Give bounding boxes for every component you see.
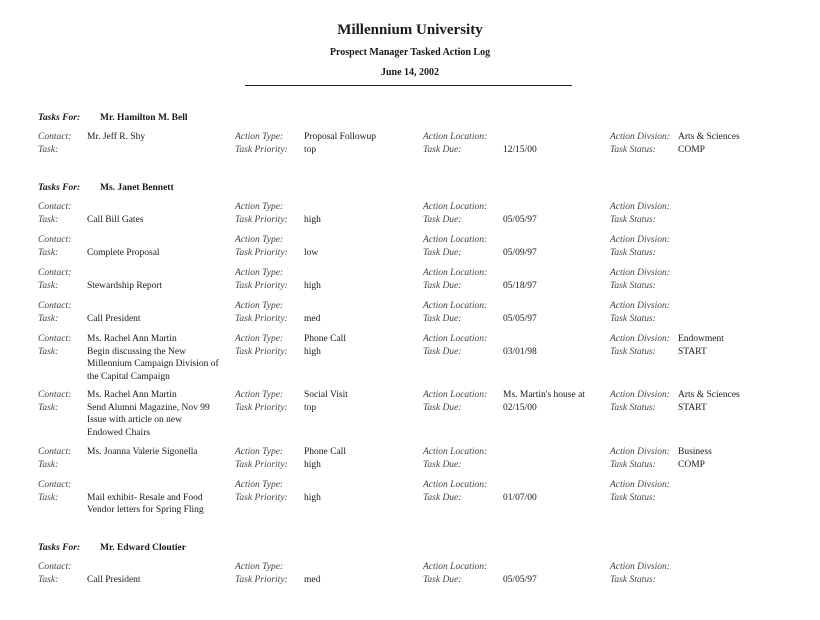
action-type-value: Proposal Followup <box>304 132 377 142</box>
task-due-value: 01/07/00 <box>503 492 537 503</box>
task-label: Task: <box>38 144 59 155</box>
action-location-label: Action Location: <box>423 562 488 572</box>
action-type-label: Action Type: <box>235 480 284 490</box>
task-priority-label: Task Priority: <box>235 144 288 155</box>
task-status-label: Task Status: <box>610 144 656 155</box>
task-priority-value: top <box>304 402 317 413</box>
task-due-label: Task Due: <box>423 459 462 470</box>
task-due-label: Task Due: <box>423 247 462 258</box>
task-priority-label: Task Priority: <box>235 214 288 225</box>
action-type-label: Action Type: <box>235 132 284 142</box>
action-division-value: Business <box>678 447 712 457</box>
task-priority-label: Task Priority: <box>235 346 288 357</box>
action-division-label: Action Divsion: <box>610 202 670 212</box>
task-status-label: Task Status: <box>610 313 656 324</box>
action-division-label: Action Divsion: <box>610 390 670 400</box>
task-status-label: Task Status: <box>610 214 656 225</box>
task-status-label: Task Status: <box>610 574 656 585</box>
task-label: Task: <box>38 574 59 585</box>
action-type-label: Action Type: <box>235 202 284 212</box>
contact-value: Ms. Rachel Ann Martin <box>87 390 177 400</box>
action-type-label: Action Type: <box>235 235 284 245</box>
contact-label: Contact: <box>38 235 72 245</box>
contact-label: Contact: <box>38 132 72 142</box>
prospect-manager-name: Mr. Hamilton M. Bell <box>100 113 188 123</box>
task-value: Mail exhibit- Resale and Food Vendor letters for Spring Fling <box>87 492 204 515</box>
contact-label: Contact: <box>38 202 72 212</box>
task-status-value: COMP <box>678 459 705 470</box>
task-status-label: Task Status: <box>610 492 656 503</box>
action-division-label: Action Divsion: <box>610 562 670 572</box>
report-date: June 14, 2002 <box>380 67 440 78</box>
task-priority-value: high <box>304 459 321 470</box>
task-due-label: Task Due: <box>423 346 462 357</box>
task-due-label: Task Due: <box>423 492 462 503</box>
action-division-label: Action Divsion: <box>610 447 670 457</box>
action-location-label: Action Location: <box>423 447 488 457</box>
action-location-label: Action Location: <box>423 202 488 212</box>
task-label: Task: <box>38 492 59 503</box>
action-location-label: Action Location: <box>423 480 488 490</box>
action-division-value: Arts & Sciences <box>678 390 740 400</box>
prospect-manager-name: Ms. Janet Bennett <box>100 183 174 193</box>
action-type-label: Action Type: <box>235 390 284 400</box>
contact-label: Contact: <box>38 562 72 572</box>
task-status-label: Task Status: <box>610 247 656 258</box>
task-value: Call President <box>87 313 141 324</box>
task-priority-label: Task Priority: <box>235 280 288 291</box>
task-label: Task: <box>38 313 59 324</box>
task-label: Task: <box>38 402 59 413</box>
task-value: Call Bill Gates <box>87 214 144 225</box>
task-due-label: Task Due: <box>423 402 462 413</box>
action-division-label: Action Divsion: <box>610 301 670 311</box>
task-value: Call President <box>87 574 141 585</box>
contact-label: Contact: <box>38 301 72 311</box>
task-priority-label: Task Priority: <box>235 402 288 413</box>
task-due-label: Task Due: <box>423 313 462 324</box>
action-location-value: Ms. Martin's house at <box>503 390 585 400</box>
task-status-label: Task Status: <box>610 280 656 291</box>
action-location-label: Action Location: <box>423 235 488 245</box>
task-due-label: Task Due: <box>423 280 462 291</box>
task-due-value: 03/01/98 <box>503 346 537 357</box>
action-type-value: Phone Call <box>304 447 346 457</box>
contact-label: Contact: <box>38 390 72 400</box>
task-priority-value: high <box>304 280 321 291</box>
prospect-manager-name: Mr. Edward Cloutier <box>100 543 186 553</box>
report-title: Millennium University <box>337 22 483 38</box>
action-type-label: Action Type: <box>235 562 284 572</box>
task-priority-value: high <box>304 492 321 503</box>
tasks-for-label: Tasks For: <box>38 183 81 193</box>
action-type-label: Action Type: <box>235 334 284 344</box>
task-value: Begin discussing the New Millennium Campaign Division of the Capital Campaign <box>87 346 219 382</box>
task-priority-label: Task Priority: <box>235 492 288 503</box>
action-division-label: Action Divsion: <box>610 334 670 344</box>
task-label: Task: <box>38 280 59 291</box>
task-status-value: START <box>678 346 707 357</box>
task-priority-label: Task Priority: <box>235 313 288 324</box>
task-label: Task: <box>38 214 59 225</box>
task-priority-label: Task Priority: <box>235 247 288 258</box>
action-division-label: Action Divsion: <box>610 480 670 490</box>
action-division-label: Action Divsion: <box>610 235 670 245</box>
task-due-value: 05/05/97 <box>503 574 537 585</box>
tasks-for-label: Tasks For: <box>38 113 81 123</box>
task-due-label: Task Due: <box>423 574 462 585</box>
task-due-value: 02/15/00 <box>503 402 537 413</box>
action-location-label: Action Location: <box>423 301 488 311</box>
task-priority-label: Task Priority: <box>235 574 288 585</box>
action-location-label: Action Location: <box>423 334 488 344</box>
contact-value: Ms. Rachel Ann Martin <box>87 334 177 344</box>
task-label: Task: <box>38 247 59 258</box>
task-value: Stewardship Report <box>87 280 163 291</box>
task-status-label: Task Status: <box>610 346 656 357</box>
task-due-value: 05/05/97 <box>503 313 537 324</box>
action-type-label: Action Type: <box>235 301 284 311</box>
task-priority-value: high <box>304 214 321 225</box>
task-due-value: 05/05/97 <box>503 214 537 225</box>
task-priority-value: low <box>304 247 319 258</box>
action-location-label: Action Location: <box>423 268 488 278</box>
task-value: Complete Proposal <box>87 247 160 258</box>
task-priority-value: top <box>304 144 317 155</box>
task-label: Task: <box>38 459 59 470</box>
action-type-value: Social Visit <box>304 390 348 400</box>
tasks-for-label: Tasks For: <box>38 543 81 553</box>
action-type-value: Phone Call <box>304 334 346 344</box>
contact-label: Contact: <box>38 447 72 457</box>
contact-label: Contact: <box>38 334 72 344</box>
task-priority-value: med <box>304 574 321 585</box>
action-division-value: Arts & Sciences <box>678 132 740 142</box>
task-priority-label: Task Priority: <box>235 459 288 470</box>
task-label: Task: <box>38 346 59 357</box>
report-subtitle: Prospect Manager Tasked Action Log <box>329 47 491 58</box>
task-due-value: 05/09/97 <box>503 247 537 258</box>
task-status-label: Task Status: <box>610 402 656 413</box>
action-division-label: Action Divsion: <box>610 268 670 278</box>
action-type-label: Action Type: <box>235 268 284 278</box>
task-value: Send Alumni Magazine, Nov 99 Issue with article on new Endowed Chairs <box>87 402 210 438</box>
task-due-value: 05/18/97 <box>503 280 537 291</box>
task-due-value: 12/15/00 <box>503 144 537 155</box>
task-priority-value: high <box>304 346 321 357</box>
task-status-label: Task Status: <box>610 459 656 470</box>
contact-value: Mr. Jeff R. Shy <box>87 132 146 142</box>
contact-label: Contact: <box>38 480 72 490</box>
action-location-label: Action Location: <box>423 132 488 142</box>
task-due-label: Task Due: <box>423 214 462 225</box>
action-division-value: Endowment <box>678 334 724 344</box>
task-priority-value: med <box>304 313 321 324</box>
action-type-label: Action Type: <box>235 447 284 457</box>
action-location-label: Action Location: <box>423 390 488 400</box>
contact-label: Contact: <box>38 268 72 278</box>
task-status-value: COMP <box>678 144 705 155</box>
action-division-label: Action Divsion: <box>610 132 670 142</box>
task-due-label: Task Due: <box>423 144 462 155</box>
contact-value: Ms. Joanna Valerie Sigonella <box>87 447 198 457</box>
task-status-value: START <box>678 402 707 413</box>
